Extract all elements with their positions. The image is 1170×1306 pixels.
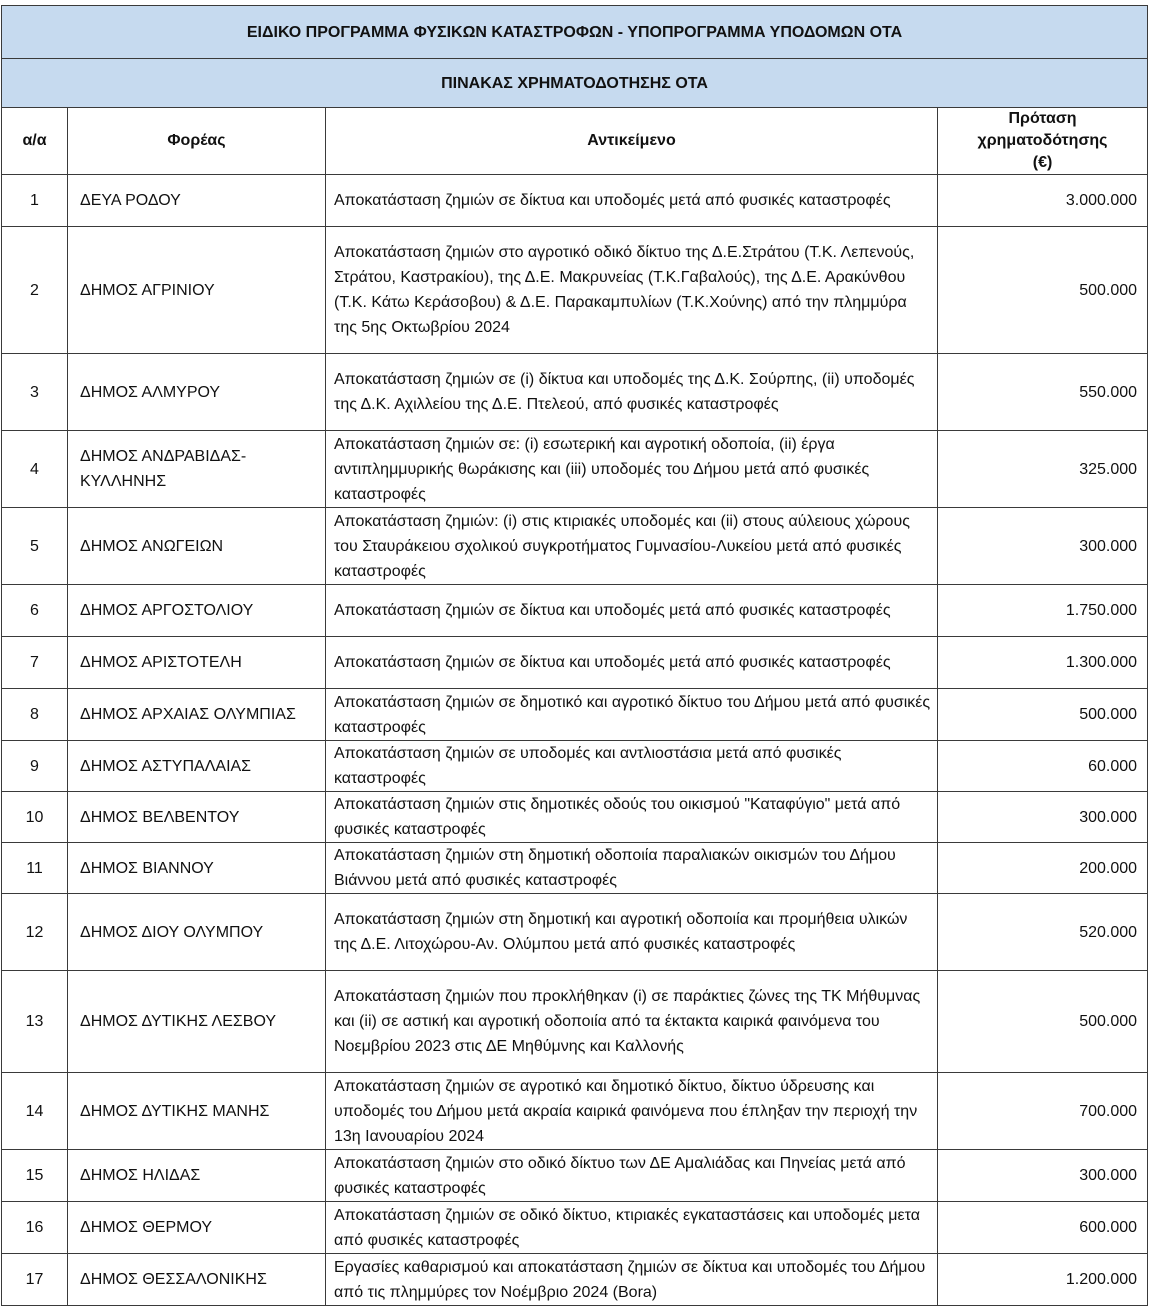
row-index: 4: [2, 431, 68, 508]
table-row: [2, 689, 1148, 741]
row-index: 14: [2, 1073, 68, 1150]
table-row: [2, 971, 1148, 1073]
row-index: 11: [2, 843, 68, 894]
row-entity: ΔΗΜΟΣ ΑΡΓΟΣΤΟΛΙΟΥ: [68, 585, 326, 637]
row-amount: 60.000: [938, 741, 1148, 792]
table-row: [2, 792, 1148, 843]
row-entity: ΔΗΜΟΣ ΑΣΤΥΠΑΛΑΙΑΣ: [68, 741, 326, 792]
row-entity: ΔΗΜΟΣ ΘΕΡΜΟΥ: [68, 1202, 326, 1254]
row-entity: ΔΗΜΟΣ ΑΝΩΓΕΙΩΝ: [68, 508, 326, 585]
row-object: Αποκατάσταση ζημιών που προκλήθηκαν (i) σε παράκτιες ζώνες της ΤΚ Μήθυμνας και (ii) σε αστική και αγροτική οδοποιία από τα έκτακτα καιρικά φαινόμενα του Νοεμβρίου 2023 στις ΔΕ Μηθύμνης και Καλλονής: [326, 971, 938, 1073]
row-index: 5: [2, 508, 68, 585]
row-amount: 600.000: [938, 1202, 1148, 1254]
row-entity: ΔΗΜΟΣ ΔΥΤΙΚΗΣ ΜΑΝΗΣ: [68, 1073, 326, 1150]
row-object: Αποκατάσταση ζημιών στο αγροτικό οδικό δίκτυο της Δ.Ε.Στράτου (Τ.Κ. Λεπενούς, Στράτου, Καστρακίου), της Δ.Ε. Μακρυνείας (Τ.Κ.Γαβαλούς), της Δ.Ε. Αρακύνθου (Τ.Κ. Κάτω Κεράσοβου) & Δ.Ε. Παρακαμπυλίων (Τ.Κ.Χούνης) από την πλημμύρα της 5ης Οκτωβρίου 2024: [326, 227, 938, 354]
table-row: [2, 1150, 1148, 1202]
row-entity: ΔΗΜΟΣ ΑΛΜΥΡΟΥ: [68, 354, 326, 431]
row-amount: 500.000: [938, 227, 1148, 354]
column-header-row: [2, 108, 1148, 175]
subtitle-row: [2, 59, 1148, 108]
row-index: 6: [2, 585, 68, 637]
row-entity: ΔΗΜΟΣ ΘΕΣΣΑΛΟΝΙΚΗΣ: [68, 1254, 326, 1306]
table-row: [2, 894, 1148, 971]
table-row: [2, 1202, 1148, 1254]
row-entity: ΔΗΜΟΣ ΒΙΑΝΝΟΥ: [68, 843, 326, 894]
row-index: 2: [2, 227, 68, 354]
row-entity: ΔΕΥΑ ΡΟΔΟΥ: [68, 175, 326, 227]
table-subtitle: ΠΙΝΑΚΑΣ ΧΡΗΜΑΤΟΔΟΤΗΣΗΣ ΟΤΑ: [2, 59, 1148, 108]
row-entity: ΔΗΜΟΣ ΑΝΔΡΑΒΙΔΑΣ-ΚΥΛΛΗΝΗΣ: [68, 431, 326, 508]
row-entity: ΔΗΜΟΣ ΔΥΤΙΚΗΣ ΛΕΣΒΟΥ: [68, 971, 326, 1073]
row-entity: ΔΗΜΟΣ ΗΛΙΔΑΣ: [68, 1150, 326, 1202]
row-index: 15: [2, 1150, 68, 1202]
row-object: Αποκατάσταση ζημιών στο οδικό δίκτυο των ΔΕ Αμαλιάδας και Πηνείας μετά από φυσικές καταστροφές: [326, 1150, 938, 1202]
row-object: Αποκατάσταση ζημιών σε δίκτυα και υποδομές μετά από φυσικές καταστροφές: [326, 175, 938, 227]
row-entity: ΔΗΜΟΣ ΑΡΧΑΙΑΣ ΟΛΥΜΠΙΑΣ: [68, 689, 326, 741]
row-object: Αποκατάσταση ζημιών σε υποδομές και αντλιοστάσια μετά από φυσικές καταστροφές: [326, 741, 938, 792]
row-object: Αποκατάσταση ζημιών στη δημοτική και αγροτική οδοποιία και προμήθεια υλικών της Δ.Ε. Λιτοχώρου-Αν. Ολύμπου μετά από φυσικές καταστροφές: [326, 894, 938, 971]
row-object: Εργασίες καθαρισμού και αποκατάσταση ζημιών σε δίκτυα και υποδομές του Δήμου από τις πλημμύρες τον Νοέμβριο 2024 (Bora): [326, 1254, 938, 1306]
column-header-object: Αντικείμενο: [326, 108, 938, 175]
row-object: Αποκατάσταση ζημιών σε: (i) εσωτερική και αγροτική οδοποία, (ii) έργα αντιπλημμυρικής θωράκισης και (iii) υποδομές του Δήμου μετά από φυσικές καταστροφές: [326, 431, 938, 508]
row-index: 10: [2, 792, 68, 843]
table-row: [2, 637, 1148, 689]
row-amount: 1.200.000: [938, 1254, 1148, 1306]
funding-table-container: [1, 5, 1147, 1306]
row-object: Αποκατάσταση ζημιών σε αγροτικό και δημοτικό δίκτυο, δίκτυο ύδρευσης και υποδομές του Δήμου μετά ακραία καιρικά φαινόμενα που έπληξαν την περιοχή την 13η Ιανουαρίου 2024: [326, 1073, 938, 1150]
row-amount: 1.750.000: [938, 585, 1148, 637]
row-index: 17: [2, 1254, 68, 1306]
row-index: 16: [2, 1202, 68, 1254]
row-index: 13: [2, 971, 68, 1073]
title-row: [2, 6, 1148, 59]
row-index: 8: [2, 689, 68, 741]
row-amount: 500.000: [938, 971, 1148, 1073]
row-object: Αποκατάσταση ζημιών σε δίκτυα και υποδομές μετά από φυσικές καταστροφές: [326, 585, 938, 637]
row-object: Αποκατάσταση ζημιών στις δημοτικές οδούς του οικισμού "Καταφύγιο" μετά από φυσικές καταστροφές: [326, 792, 938, 843]
column-header-amount: Πρόταση χρηματοδότησης (€): [938, 108, 1148, 175]
row-object: Αποκατάσταση ζημιών σε οδικό δίκτυο, κτιριακές εγκαταστάσεις και υποδομές μετα από φυσικές καταστροφές: [326, 1202, 938, 1254]
column-header-entity: Φορέας: [68, 108, 326, 175]
page-title: ΕΙΔΙΚΟ ΠΡΟΓΡΑΜΜΑ ΦΥΣΙΚΩΝ ΚΑΤΑΣΤΡΟΦΩΝ - ΥΠΟΠΡΟΓΡΑΜΜΑ ΥΠΟΔΟΜΩΝ ΟΤΑ: [2, 6, 1148, 59]
row-object: Αποκατάσταση ζημιών σε δημοτικό και αγροτικό δίκτυο του Δήμου μετά από φυσικές καταστροφές: [326, 689, 938, 741]
column-header-index: α/α: [2, 108, 68, 175]
table-row: [2, 354, 1148, 431]
row-index: 3: [2, 354, 68, 431]
row-index: 7: [2, 637, 68, 689]
table-row: [2, 843, 1148, 894]
table-row: [2, 585, 1148, 637]
row-amount: 700.000: [938, 1073, 1148, 1150]
row-index: 12: [2, 894, 68, 971]
table-row: [2, 508, 1148, 585]
row-entity: ΔΗΜΟΣ ΔΙΟΥ ΟΛΥΜΠΟΥ: [68, 894, 326, 971]
table-row: [2, 227, 1148, 354]
row-index: 1: [2, 175, 68, 227]
row-entity: ΔΗΜΟΣ ΒΕΛΒΕΝΤΟΥ: [68, 792, 326, 843]
table-body: [2, 175, 1148, 1306]
row-amount: 300.000: [938, 1150, 1148, 1202]
row-object: Αποκατάσταση ζημιών σε (i) δίκτυα και υποδομές της Δ.Κ. Σούρπης, (ii) υποδομές της Δ.Κ. Αχιλλείου της Δ.Ε. Πτελεού, από φυσικές καταστροφές: [326, 354, 938, 431]
row-amount: 325.000: [938, 431, 1148, 508]
table-row: [2, 175, 1148, 227]
row-amount: 550.000: [938, 354, 1148, 431]
row-amount: 200.000: [938, 843, 1148, 894]
row-amount: 300.000: [938, 792, 1148, 843]
row-amount: 500.000: [938, 689, 1148, 741]
row-object: Αποκατάσταση ζημιών στη δημοτική οδοποιία παραλιακών οικισμών του Δήμου Βιάννου μετά από φυσικές καταστροφές: [326, 843, 938, 894]
row-amount: 520.000: [938, 894, 1148, 971]
row-object: Αποκατάσταση ζημιών: (i) στις κτιριακές υποδομές και (ii) στους αύλειους χώρους του Σταυράκειου σχολικού συγκροτήματος Γυμνασίου-Λυκείου μετά από φυσικές καταστροφές: [326, 508, 938, 585]
table-row: [2, 1073, 1148, 1150]
table-row: [2, 431, 1148, 508]
row-amount: 1.300.000: [938, 637, 1148, 689]
row-entity: ΔΗΜΟΣ ΑΓΡΙΝΙΟΥ: [68, 227, 326, 354]
row-object: Αποκατάσταση ζημιών σε δίκτυα και υποδομές μετά από φυσικές καταστροφές: [326, 637, 938, 689]
funding-table: [1, 5, 1148, 1306]
table-row: [2, 741, 1148, 792]
row-index: 9: [2, 741, 68, 792]
row-amount: 3.000.000: [938, 175, 1148, 227]
row-entity: ΔΗΜΟΣ ΑΡΙΣΤΟΤΕΛΗ: [68, 637, 326, 689]
row-amount: 300.000: [938, 508, 1148, 585]
